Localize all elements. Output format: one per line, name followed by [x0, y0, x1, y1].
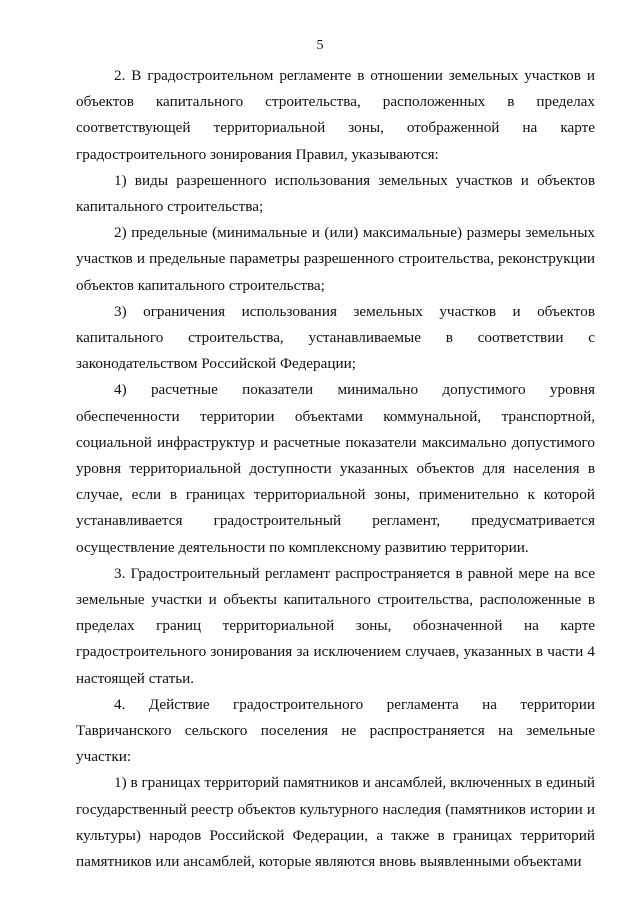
paragraph-item-3: 3) ограничения использования земельных участков и объектов капитального строительства, устанавливаемые в соответствии с законодательством Российской Федерации; [76, 302, 595, 373]
paragraph-item-2: 2) предельные (минимальные и (или) максимальные) размеры земельных участков и предельные параметры разрешенного строительства, реконструкции объектов капитального строительства; [76, 224, 595, 294]
paragraph-item-4: 4) расчетные показатели минимально допустимого уровня обеспеченности территории объектами коммунальной, транспортной, социальной инфраструктур и расчетные показатели максимально допустимого уровня территориальной доступности указанных объектов для населения в случае, если в границах территориальной зоны, применительно к которой устанавливается градостроительный регламент, предусматривается осуществление деятельности по комплексному развитию территории. [76, 381, 595, 556]
paragraph-item-1: 1) виды разрешенного использования земельных участков и объектов капитального строительства; [76, 171, 595, 216]
paragraph-clause-4: 4. Действие градостроительного регламента на территории Тавричанского сельского поселения не распространяется на земельные участки: [76, 695, 595, 766]
page-number: 5 [316, 38, 324, 53]
paragraph-clause-4-item-1: 1) в границах территорий памятников и ансамблей, включенных в единый государственный реестр объектов культурного наследия (памятников истории и культуры) народов Российской Федерации, а также в границах территорий памятников или ансамблей, которые являются вновь выявленными объектами [76, 774, 595, 871]
paragraph-clause-2: 2. В градостроительном регламенте в отношении земельных участков и объектов капитального строительства, расположенных в пределах соответствующей территориальной зоны, отображенной на карте градостроительного зонирования Правил, указываются: [76, 67, 595, 163]
paragraph-clause-3: 3. Градостроительный регламент распространяется в равной мере на все земельные участки и объекты капитального строительства, расположенные в пределах границ территориальной зоны, обозначенной на карте градостроительного зонирования за исключением случаев, указанных в части 4 настоящей статьи. [76, 564, 595, 687]
document-body [76, 63, 595, 875]
